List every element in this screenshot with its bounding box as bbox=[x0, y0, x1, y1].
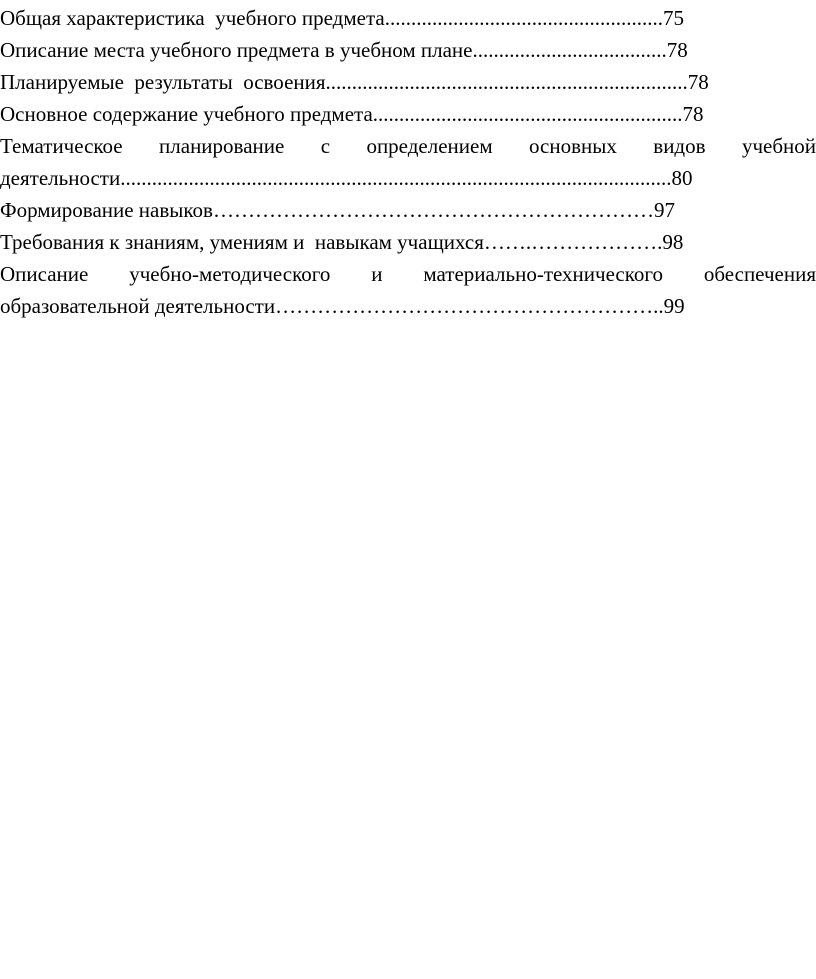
toc-entry-main-content: Основное содержание учебного предмета...........................................................78 bbox=[0, 102, 704, 126]
toc-entry-requirements: Требования к знаниям, умениям и навыкам учащихся…….……………….98 bbox=[0, 230, 684, 254]
toc-entry-thematic-planning: Тематическое планирование с определением основных видов учебной bbox=[0, 134, 816, 158]
toc-entry-support-description: Описание учебно-методического и материально-технического обеспечения bbox=[0, 262, 816, 286]
toc-entry-thematic-planning-continued: деятельности.........................................................................................................80 bbox=[0, 166, 693, 190]
toc-entry-skills-formation: Формирование навыков………………………………………………………97 bbox=[0, 198, 675, 222]
toc-entry-support-description-continued: образовательной деятельности………………………………………………..99 bbox=[0, 294, 685, 318]
table-of-contents bbox=[0, 2, 816, 322]
toc-entry-place-in-curriculum: Описание места учебного предмета в учебном плане.....................................78 bbox=[0, 38, 688, 62]
toc-entry-planned-results: Планируемые результаты освоения.....................................................................78 bbox=[0, 70, 709, 94]
toc-entry-general-characteristics: Общая характеристика учебного предмета.....................................................75 bbox=[0, 6, 684, 30]
